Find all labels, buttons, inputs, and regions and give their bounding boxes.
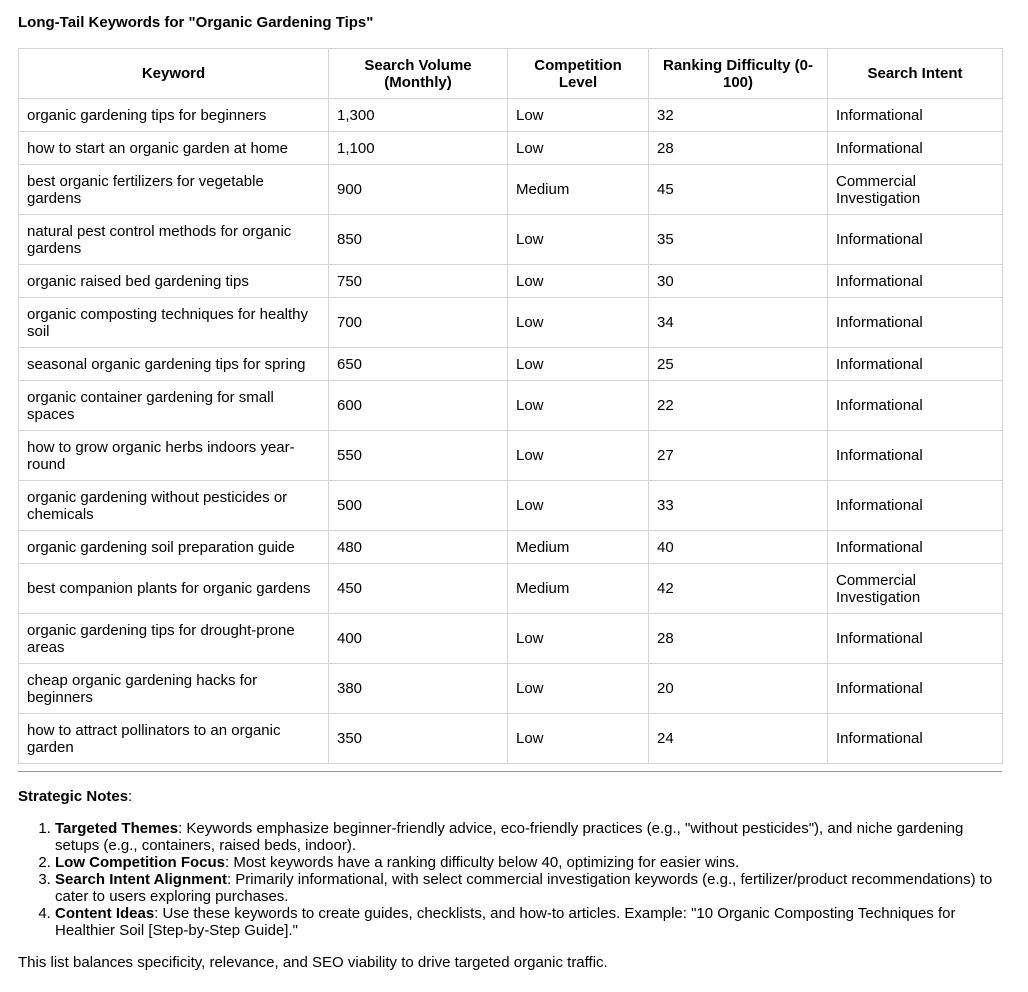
keyword-cell: organic raised bed gardening tips bbox=[19, 265, 329, 298]
intent-cell: Informational bbox=[828, 132, 1003, 165]
table-row bbox=[19, 165, 1003, 215]
column-header-competition: Competition Level bbox=[508, 49, 649, 99]
intent-cell: Commercial Investigation bbox=[828, 564, 1003, 614]
keyword-cell: organic gardening tips for beginners bbox=[19, 99, 329, 132]
note-text: : Most keywords have a ranking difficulty below 40, optimizing for easier wins. bbox=[225, 854, 740, 871]
section-divider bbox=[18, 771, 1002, 772]
difficulty-cell: 25 bbox=[649, 348, 828, 381]
table-row bbox=[19, 481, 1003, 531]
difficulty-cell: 28 bbox=[649, 614, 828, 664]
table-row bbox=[19, 381, 1003, 431]
keyword-cell: cheap organic gardening hacks for beginners bbox=[19, 664, 329, 714]
difficulty-cell: 28 bbox=[649, 132, 828, 165]
competition-cell: Low bbox=[508, 132, 649, 165]
keyword-cell: organic composting techniques for healthy soil bbox=[19, 298, 329, 348]
intent-cell: Informational bbox=[828, 481, 1003, 531]
table-header-row bbox=[19, 49, 1003, 99]
competition-cell: Low bbox=[508, 714, 649, 764]
volume-cell: 550 bbox=[329, 431, 508, 481]
competition-cell: Low bbox=[508, 298, 649, 348]
note-text: : Keywords emphasize beginner-friendly advice, eco-friendly practices (e.g., "without pesticides"), and niche gardening setups (e.g., containers, raised beds, indoor). bbox=[55, 820, 964, 854]
note-text: : Use these keywords to create guides, checklists, and how-to articles. Example: "10 Organic Composting Techniques for Healthier Soil [Step-by-Step Guide]." bbox=[55, 905, 956, 939]
intent-cell: Informational bbox=[828, 714, 1003, 764]
volume-cell: 450 bbox=[329, 564, 508, 614]
competition-cell: Low bbox=[508, 215, 649, 265]
volume-cell: 750 bbox=[329, 265, 508, 298]
table-row bbox=[19, 298, 1003, 348]
keyword-cell: seasonal organic gardening tips for spring bbox=[19, 348, 329, 381]
page-title: Long-Tail Keywords for "Organic Gardening Tips" bbox=[18, 14, 374, 31]
intent-cell: Informational bbox=[828, 99, 1003, 132]
note-label: Targeted Themes bbox=[55, 820, 179, 837]
column-header-intent: Search Intent bbox=[828, 49, 1003, 99]
competition-cell: Low bbox=[508, 614, 649, 664]
list-item bbox=[55, 820, 1002, 854]
volume-cell: 1,100 bbox=[329, 132, 508, 165]
notes-heading-colon: : bbox=[128, 788, 133, 805]
intent-cell: Informational bbox=[828, 265, 1003, 298]
table-row bbox=[19, 348, 1003, 381]
intent-cell: Informational bbox=[828, 348, 1003, 381]
keyword-cell: how to attract pollinators to an organic garden bbox=[19, 714, 329, 764]
keyword-cell: organic container gardening for small spaces bbox=[19, 381, 329, 431]
list-item bbox=[55, 905, 1002, 939]
notes-heading bbox=[18, 788, 132, 805]
volume-cell: 400 bbox=[329, 614, 508, 664]
difficulty-cell: 45 bbox=[649, 165, 828, 215]
keyword-cell: natural pest control methods for organic gardens bbox=[19, 215, 329, 265]
intent-cell: Informational bbox=[828, 298, 1003, 348]
intent-cell: Informational bbox=[828, 215, 1003, 265]
volume-cell: 600 bbox=[329, 381, 508, 431]
intent-cell: Informational bbox=[828, 381, 1003, 431]
competition-cell: Low bbox=[508, 481, 649, 531]
note-label: Content Ideas bbox=[55, 905, 155, 922]
difficulty-cell: 24 bbox=[649, 714, 828, 764]
volume-cell: 350 bbox=[329, 714, 508, 764]
list-item bbox=[55, 871, 1002, 905]
keyword-cell: organic gardening without pesticides or chemicals bbox=[19, 481, 329, 531]
competition-cell: Low bbox=[508, 99, 649, 132]
intent-cell: Informational bbox=[828, 431, 1003, 481]
volume-cell: 900 bbox=[329, 165, 508, 215]
competition-cell: Low bbox=[508, 381, 649, 431]
table-row bbox=[19, 215, 1003, 265]
difficulty-cell: 42 bbox=[649, 564, 828, 614]
list-item bbox=[55, 854, 1002, 871]
intent-cell: Informational bbox=[828, 531, 1003, 564]
volume-cell: 500 bbox=[329, 481, 508, 531]
column-header-keyword: Keyword bbox=[19, 49, 329, 99]
keyword-cell: organic gardening soil preparation guide bbox=[19, 531, 329, 564]
difficulty-cell: 33 bbox=[649, 481, 828, 531]
table-row bbox=[19, 431, 1003, 481]
competition-cell: Medium bbox=[508, 165, 649, 215]
volume-cell: 700 bbox=[329, 298, 508, 348]
table-row bbox=[19, 531, 1003, 564]
volume-cell: 1,300 bbox=[329, 99, 508, 132]
difficulty-cell: 32 bbox=[649, 99, 828, 132]
column-header-search-volume: Search Volume (Monthly) bbox=[329, 49, 508, 99]
table-row bbox=[19, 265, 1003, 298]
keyword-table bbox=[18, 48, 1003, 764]
difficulty-cell: 20 bbox=[649, 664, 828, 714]
volume-cell: 650 bbox=[329, 348, 508, 381]
competition-cell: Low bbox=[508, 431, 649, 481]
column-header-difficulty: Ranking Difficulty (0-100) bbox=[649, 49, 828, 99]
difficulty-cell: 34 bbox=[649, 298, 828, 348]
difficulty-cell: 27 bbox=[649, 431, 828, 481]
difficulty-cell: 30 bbox=[649, 265, 828, 298]
table-row bbox=[19, 664, 1003, 714]
competition-cell: Low bbox=[508, 348, 649, 381]
intent-cell: Informational bbox=[828, 664, 1003, 714]
note-label: Search Intent Alignment bbox=[55, 871, 227, 888]
strategic-notes-list bbox=[18, 820, 1002, 939]
intent-cell: Informational bbox=[828, 614, 1003, 664]
table-row bbox=[19, 714, 1003, 764]
volume-cell: 850 bbox=[329, 215, 508, 265]
difficulty-cell: 35 bbox=[649, 215, 828, 265]
table-row bbox=[19, 132, 1003, 165]
volume-cell: 480 bbox=[329, 531, 508, 564]
difficulty-cell: 40 bbox=[649, 531, 828, 564]
keyword-cell: organic gardening tips for drought-prone areas bbox=[19, 614, 329, 664]
competition-cell: Low bbox=[508, 265, 649, 298]
keyword-cell: how to grow organic herbs indoors year-round bbox=[19, 431, 329, 481]
table-row bbox=[19, 99, 1003, 132]
closing-text: This list balances specificity, relevance, and SEO viability to drive targeted organic traffic. bbox=[18, 954, 608, 971]
note-label: Low Competition Focus bbox=[55, 854, 225, 871]
table-row bbox=[19, 564, 1003, 614]
keyword-cell: best companion plants for organic gardens bbox=[19, 564, 329, 614]
competition-cell: Medium bbox=[508, 531, 649, 564]
difficulty-cell: 22 bbox=[649, 381, 828, 431]
competition-cell: Low bbox=[508, 664, 649, 714]
volume-cell: 380 bbox=[329, 664, 508, 714]
intent-cell: Commercial Investigation bbox=[828, 165, 1003, 215]
note-text: : Primarily informational, with select commercial investigation keywords (e.g., fertilizer/product recommendations) to cater to users exploring purchases. bbox=[55, 871, 993, 905]
notes-heading-label: Strategic Notes bbox=[18, 788, 129, 805]
table-row bbox=[19, 614, 1003, 664]
keyword-cell: best organic fertilizers for vegetable gardens bbox=[19, 165, 329, 215]
keyword-cell: how to start an organic garden at home bbox=[19, 132, 329, 165]
competition-cell: Medium bbox=[508, 564, 649, 614]
